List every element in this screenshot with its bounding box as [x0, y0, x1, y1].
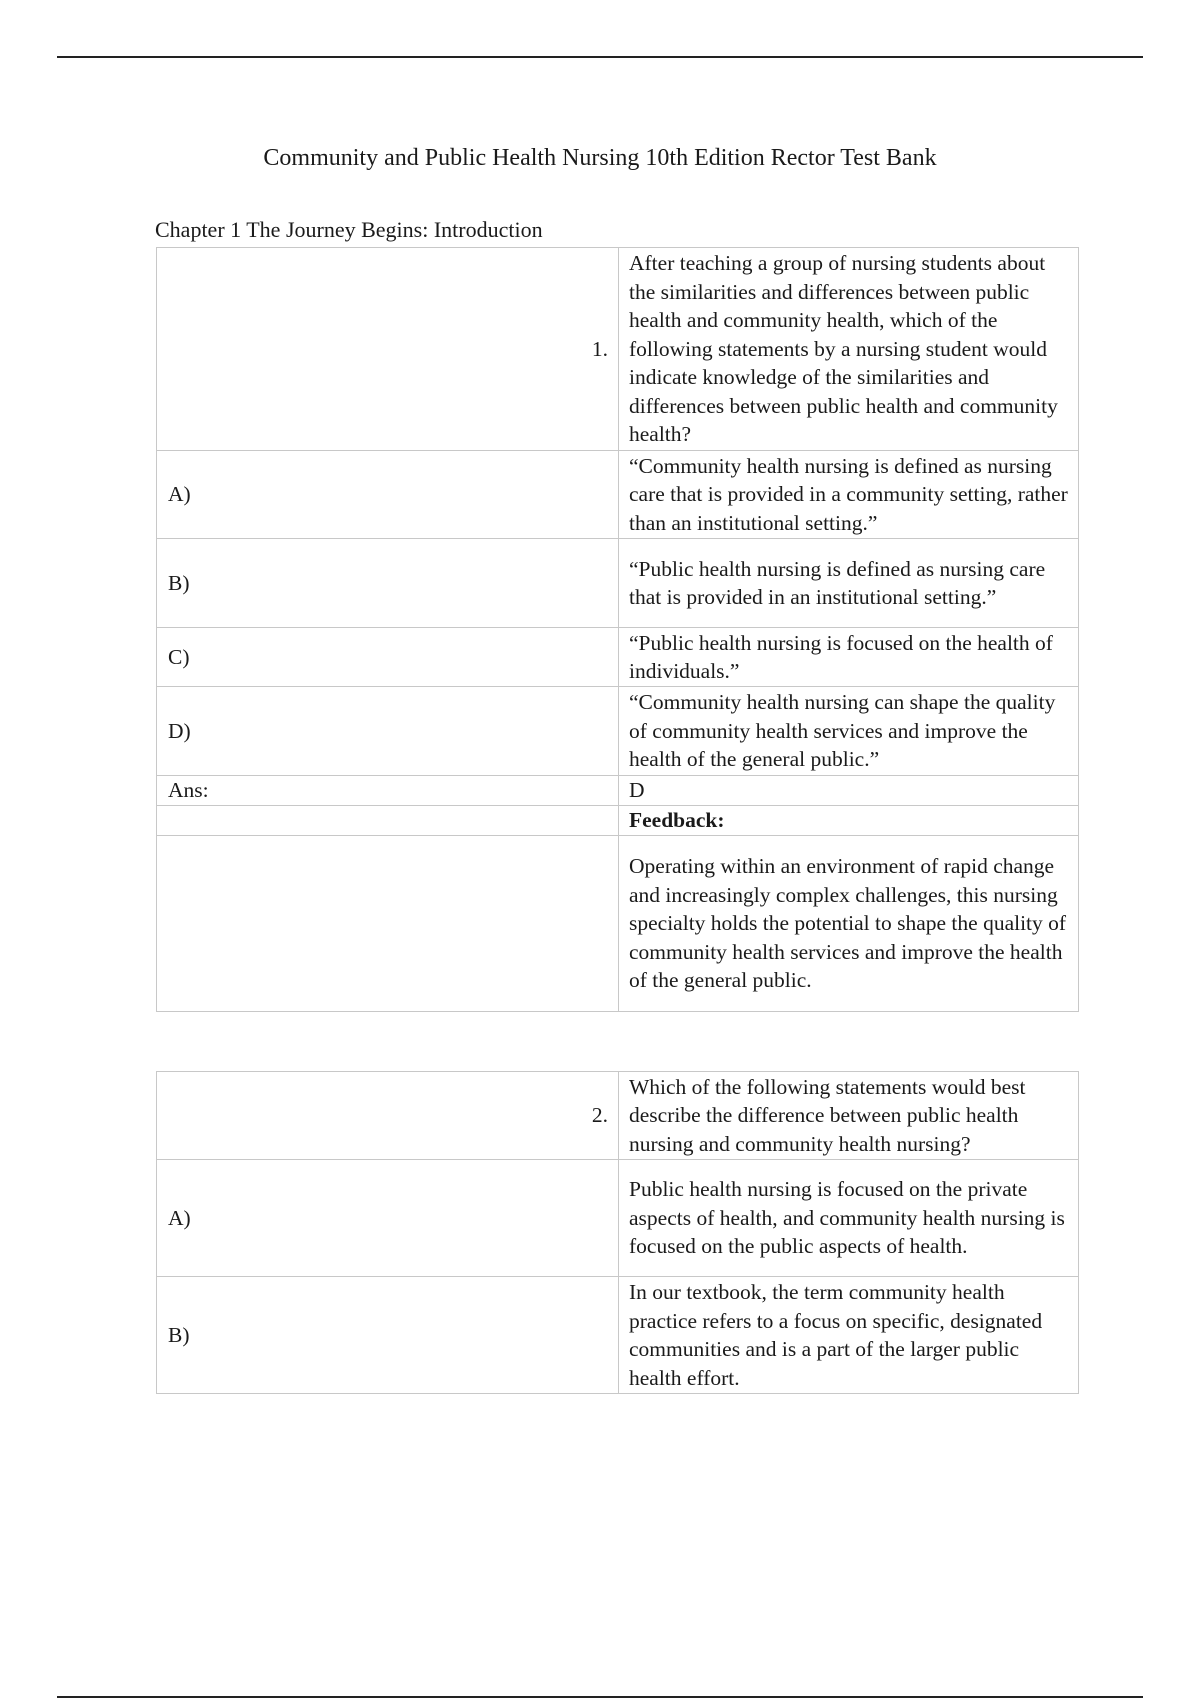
option-row	[157, 628, 1079, 687]
option-label: A)	[157, 1160, 619, 1277]
option-label: D)	[157, 687, 619, 776]
question-stem: Which of the following statements would best describe the difference between public health nursing and community health nursing?	[619, 1072, 1079, 1160]
header-rule	[57, 56, 1143, 58]
chapter-title: Chapter 1 The Journey Begins: Introduction	[155, 217, 543, 242]
feedback-text: Operating within an environment of rapid change and increasingly complex challenges, this nursing specialty holds the potential to shape the quality of community health services and improve the health of the general public.	[619, 836, 1079, 1012]
feedback-heading-row	[157, 806, 1079, 836]
question-stem-row	[157, 248, 1079, 451]
option-text: Public health nursing is focused on the private aspects of health, and community health nursing is focused on the public aspects of health.	[619, 1160, 1079, 1277]
option-label: C)	[157, 628, 619, 687]
option-row	[157, 1277, 1079, 1394]
question-number: 2.	[157, 1072, 619, 1160]
feedback-label: Feedback:	[619, 806, 1079, 836]
empty-cell	[157, 806, 619, 836]
option-label: A)	[157, 451, 619, 539]
option-text: “Public health nursing is focused on the health of individuals.”	[619, 628, 1079, 687]
option-text: “Public health nursing is defined as nursing care that is provided in an institutional setting.”	[619, 539, 1079, 628]
question-stem-row	[157, 1072, 1079, 1160]
option-text: In our textbook, the term community health practice refers to a focus on specific, designated communities and is a part of the larger public health effort.	[619, 1277, 1079, 1394]
answer-row	[157, 776, 1079, 806]
feedback-row	[157, 836, 1079, 1012]
option-row	[157, 687, 1079, 776]
option-row	[157, 1160, 1079, 1277]
empty-cell	[157, 836, 619, 1012]
option-label: B)	[157, 539, 619, 628]
question-number: 1.	[157, 248, 619, 451]
option-row	[157, 451, 1079, 539]
option-row	[157, 539, 1079, 628]
answer-label: Ans:	[157, 776, 619, 806]
question-1-table	[156, 247, 1079, 1012]
option-label: B)	[157, 1277, 619, 1394]
question-stem: After teaching a group of nursing students about the similarities and differences between public health and community health, which of the following statements by a nursing student would indicate knowledge of the similarities and differences between public health and community health?	[619, 248, 1079, 451]
option-text: “Community health nursing can shape the quality of community health services and improve the health of the general public.”	[619, 687, 1079, 776]
answer-value: D	[619, 776, 1079, 806]
footer-rule	[57, 1696, 1143, 1698]
option-text: “Community health nursing is defined as nursing care that is provided in a community setting, rather than an institutional setting.”	[619, 451, 1079, 539]
document-title: Community and Public Health Nursing 10th Edition Rector Test Bank	[263, 145, 937, 171]
question-2-table	[156, 1071, 1079, 1394]
